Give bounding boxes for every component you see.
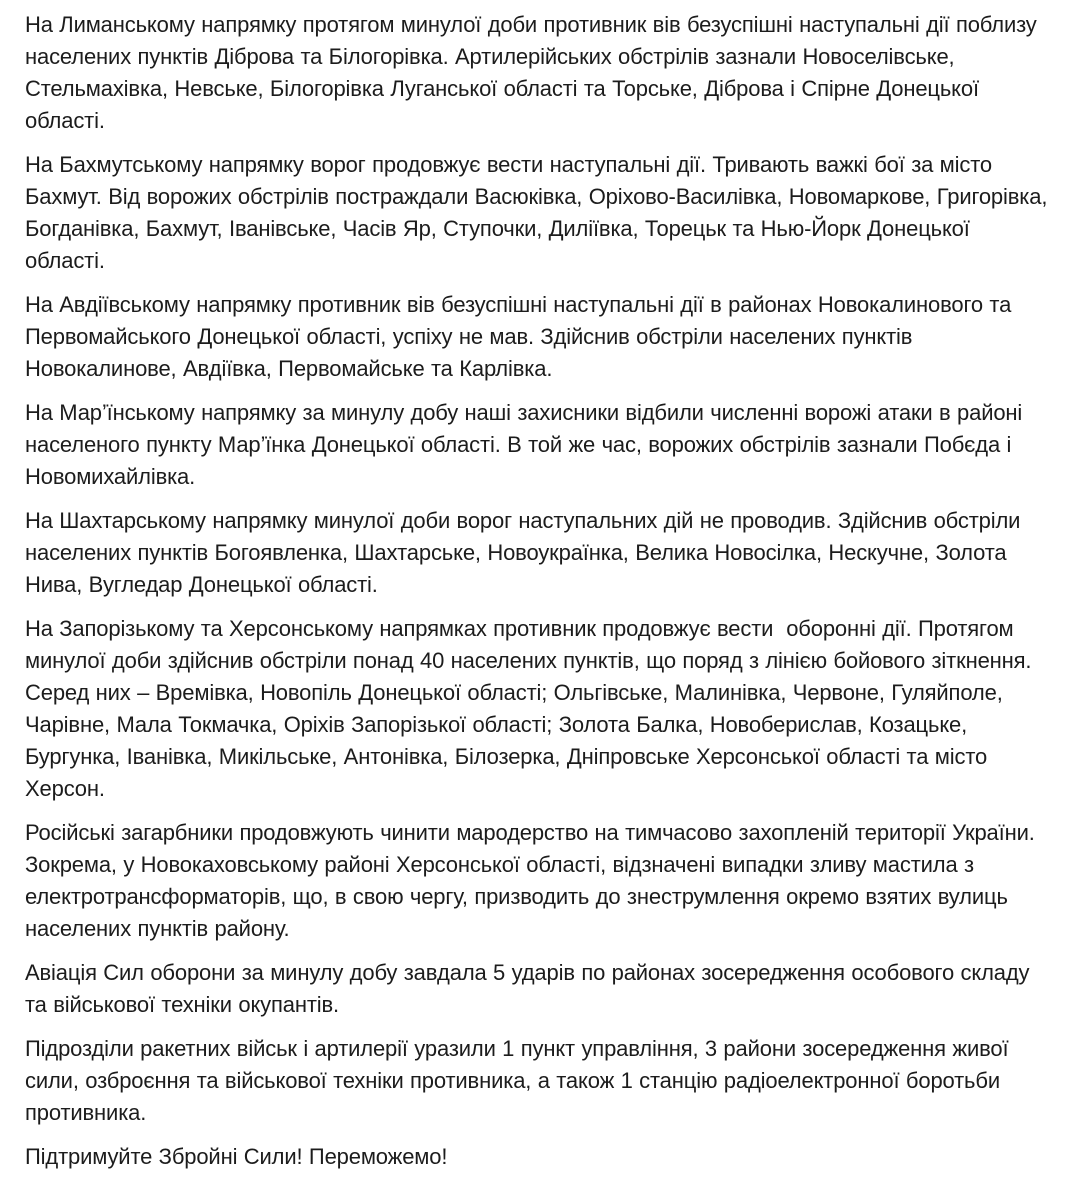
report-paragraph: Авіація Сил оборони за минулу добу завдала 5 ударів по районах зосередження особового складу та військової техніки окупантів. (25, 960, 1036, 1017)
report-paragraph: Російські загарбники продовжують чинити мародерство на тимчасово захопленій території України. Зокрема, у Новокаховському районі Херсонської області, відзначені випадки зливу мастила з електротрансформаторів, що, в свою чергу, призводить до знеструмлення окремо взятих вулиць населених пунктів району. (25, 820, 1042, 941)
report-paragraph: На Авдіївському напрямку противник вів безуспішні наступальні дії в районах Новокалинового та Первомайського Донецької області, успіху не мав. Здійснив обстріли населених пунктів Новокалинове, Авдіївка, Первомайське та Карлівка. (25, 292, 1018, 381)
report-paragraph: На Запорізькому та Херсонському напрямках противник продовжує вести оборонні дії. Протягом минулої доби здійснив обстріли понад 40 населених пунктів, що поряд з лінією бойового зіткнення. Серед них – Времівка, Новопіль Донецької області; Ольгівське, Малинівка, Червоне, Гуляйполе, Чарівне, Мала Токмачка, Оріхів Запорізької області; Золота Балка, Новоберислав, Козацьке, Бургунка, Іванівка, Микільське, Антонівка, Білозерка, Дніпровське Херсонської області та місто Херсон. (25, 616, 1038, 801)
report-paragraph: Підрозділи ракетних військ і артилерії уразили 1 пункт управління, 3 райони зосередження живої сили, озброєння та військової техніки противника, а також 1 станцію радіоелектронної боротьби противника. (25, 1036, 1015, 1125)
report-paragraph: На Мар’їнському напрямку за минулу добу наші захисники відбили численні ворожі атаки в районі населеного пункту Мар’їнка Донецької області. В той же час, ворожих обстрілів зазнали Побєда і Новомихайлівка. (25, 400, 1029, 489)
report-paragraph: На Бахмутському напрямку ворог продовжує вести наступальні дії. Тривають важкі бої за місто Бахмут. Від ворожих обстрілів постраждали Васюківка, Оріхово-Василівка, Новомаркове, Григорівка, Богданівка, Бахмут, Іванівське, Часів Яр, Ступочки, Диліївка, Торецьк та Нью-Йорк Донецької області. (25, 152, 1054, 273)
report-paragraph: На Лиманському напрямку протягом минулої доби противник вів безуспішні наступальні дії поблизу населених пунктів Діброва та Білогорівка. Артилерійських обстрілів зазнали Новоселівське, Стельмахівка, Невське, Білогорівка Луганської області та Торське, Діброва і Спірне Донецької області. (25, 12, 1044, 133)
report-paragraph: На Шахтарському напрямку минулої доби ворог наступальних дій не проводив. Здійснив обстріли населених пунктів Богоявленка, Шахтарське, Новоукраїнка, Велика Новосілка, Нескучне, Золота Нива, Вугледар Донецької області. (25, 508, 1027, 597)
report-paragraph: Підтримуйте Збройні Сили! Переможемо! (25, 1144, 448, 1169)
